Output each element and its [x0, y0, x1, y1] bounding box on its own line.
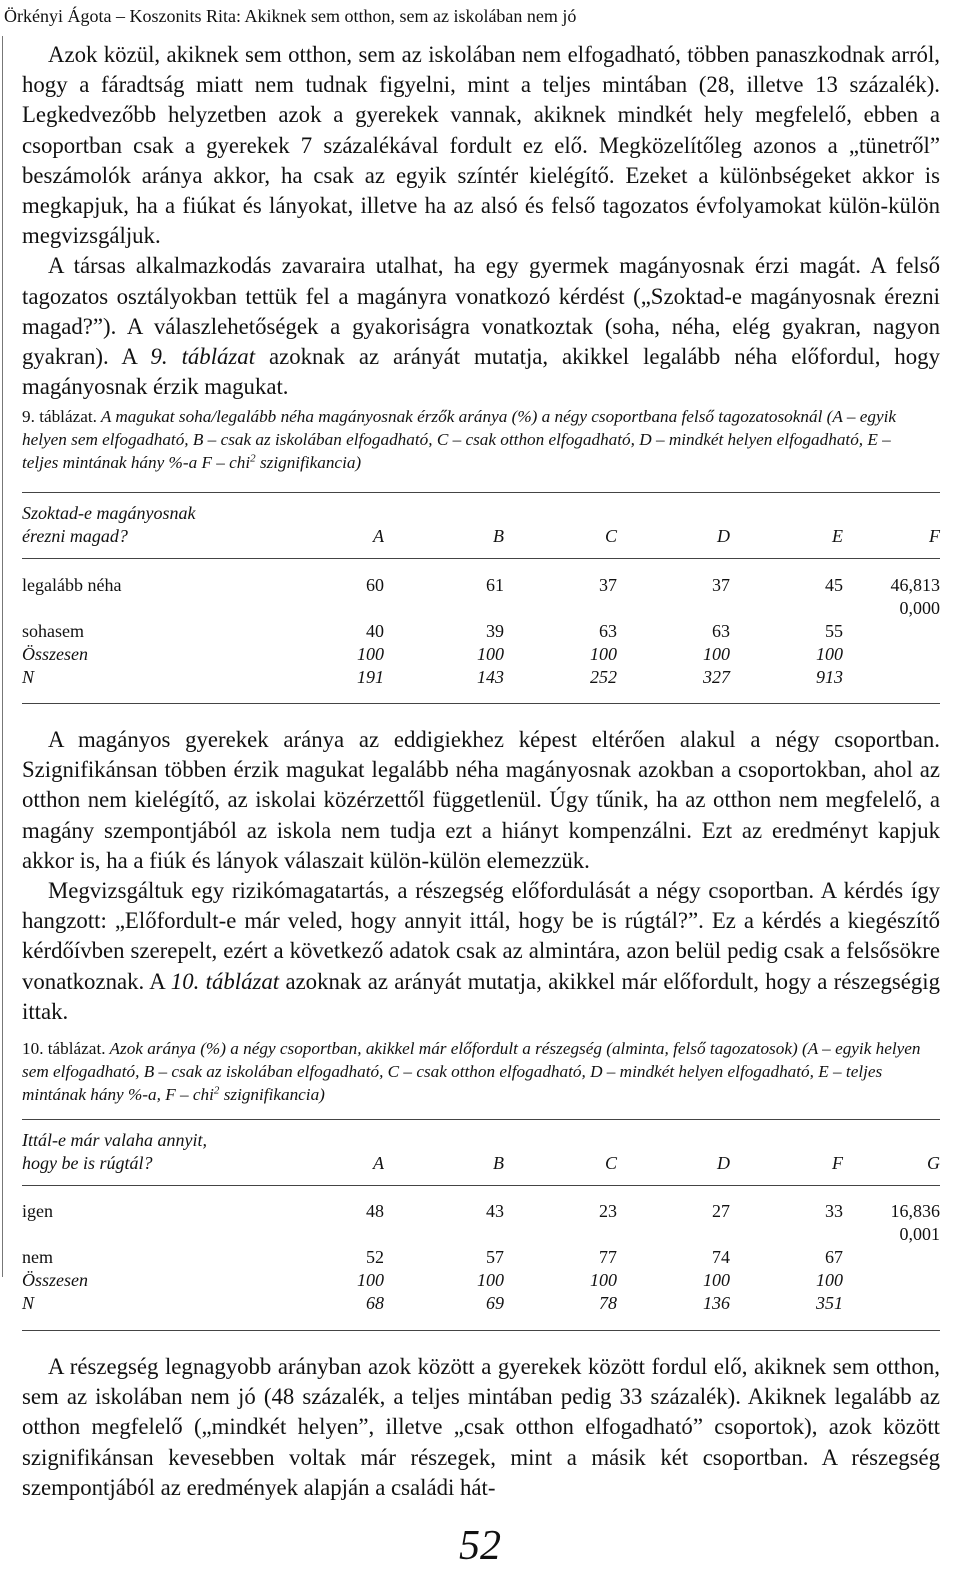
intro-text [22, 40, 940, 402]
table9 [22, 502, 940, 548]
final-paragraph: A részegség legnagyobb arányban azok között a gyerekek között fordul elő, akiknek sem otthon, sem az iskolában nem jó (48 százalék, a teljes mintában pedig 33 százalék). Akiknek legalább az otthon megfelelő („mindkét helyen”, illetve „csak otthon elfogadható” csoportok), azok között szignifikánsan kevesebben voltak már részegek, mint a másik két csoportban. A részegség szempontjából az eredmények alapján a családi hát- [22, 1354, 940, 1500]
table9-caption: 9. táblázat. A magukat soha/legalább néha magányosnak érzők aránya (%) a négy csoportbana felső tagozatosoknál (A – egyik helyen sem elfogadható, B – csak az iskolában elfogadható, C – csak otthon elfogadható, D – mindkét helyen elfogadható, E – teljes mintának hány %-a F – chi$^2$ szignifikancia) [22, 407, 897, 472]
table-row: 0,000 [899, 598, 940, 618]
table-row: N 68 69 78 136 351 [22, 1293, 843, 1313]
table9-col-f: F [929, 526, 940, 546]
table10-header-rule [22, 1185, 940, 1186]
margin-rule [2, 36, 3, 1277]
intro-paragraph-2: A társas alkalmazkodás zavaraira utalhat, ha egy gyermek magányosnak érzi magát. A felső tagozatos osztályokban tettük fel a magányra vonatkozó kérdést („Szoktad-e magányosnak érezni magad?”). A válaszlehetőségek a gyakoriságra vonatkoztak (soha, néha, elég gyakran, nagyon gyakran). A 9. táblázat azoknak az arányát mutatja, akikkel legalább néha előfordul, hogy magányosnak érzik magukat. [22, 253, 940, 400]
running-header: Örkényi Ágota – Koszonits Rita: Akiknek sem otthon, sem az iskolában nem jó [4, 6, 577, 26]
table9-col-a: A [373, 526, 384, 546]
table9-col-b: B [493, 526, 504, 546]
middle-text [22, 725, 940, 1027]
table9-head-label-1: Szoktad-e magányosnak [22, 503, 196, 523]
table10-top-rule [22, 1119, 940, 1120]
middle-paragraph-2: Megvizsgáltuk egy rizikómagatartás, a részegség előfordulását a négy csoportban. A kérdés így hangzott: „Előfordult-e már veled, hogy annyit ittál, hogy be is rúgtál?”. Ez a kérdés a kiegészítő kérdőívben szerepelt, ezért a következő adatok csak az almintára, azon belül pedig csak a felsősökre vonatkoznak. A 10. táblázat azoknak az arányát mutatja, akikkel már előfordult, hogy a részegségig ittak. [22, 878, 940, 1024]
table9-col-e: E [832, 526, 843, 546]
middle-paragraph-1: A magányos gyerekek aránya az eddigiekhez képest eltérően alakul a négy csoportban. Szignifikánsan többen érzik magukat legalább néha magányosnak azokban a csoportokban, ahol az otthon nem kielégítő, az iskolai közérzettől függetlenül. Úgy tűnik, ha az otthon nem megfelelő, a magány szempontjából az iskola nem tudja ezt a hiányt kompenzálni. Ezt az eredményt kapjuk akkor is, ha a fiúk és lányok válaszait külön-külön elemezzük. [22, 727, 940, 873]
final-text [22, 1352, 940, 1503]
table-row: Összesen 100 100 100 100 100 [22, 1270, 843, 1290]
table10-body [22, 1200, 940, 1315]
table-row: 0,001 [899, 1224, 940, 1244]
table10-col-c: C [604, 1153, 617, 1173]
table10-col-d: D [717, 1153, 730, 1173]
table10 [22, 1129, 940, 1175]
table-row: igen 48 43 23 27 33 16,836 [22, 1201, 940, 1221]
table9-col-c: C [604, 526, 617, 546]
table10-col-g: G [927, 1153, 940, 1173]
table-row: N 191 143 252 327 913 [22, 667, 843, 687]
table10-bottom-rule [22, 1330, 940, 1331]
table10-reference: 10. táblázat [170, 968, 280, 994]
table10-caption: 10. táblázat. Azok aránya (%) a négy csoportban, akikkel már előfordult a részegség (alminta, felső tagozatosok) (A – egyik helyen sem elfogadható, B – csak az iskolában elfogadható, C – csak otthon elfogadható, D – mindkét helyen elfogadható, E – teljes mintának hány %-a, F – chi$^2$ szignifikancia) [22, 1039, 921, 1104]
page-number: 52 [459, 1523, 501, 1569]
table10-col-b: B [493, 1153, 504, 1173]
table-row: Összesen 100 100 100 100 100 [22, 644, 843, 664]
table-row: legalább néha 60 61 37 37 45 46,813 [22, 575, 940, 595]
table10-col-f: F [832, 1153, 843, 1173]
intro-paragraph-1: Azok közül, akiknek sem otthon, sem az iskolában nem elfogadható, többen panaszkodnak arról, hogy a fáradtság miatt nem tudnak figyelni, mint a teljes mintában (28, illetve 13 százalék). Legkedvezőbb helyzetben azok a gyerekek vannak, akiknek mindkét hely megfelelő, ebben a csoportban csak a gyerekek 7 százalékával fordult ez elő. Megközelítőleg azonos a „tünetről” beszámolók aránya akkor, ha csak az egyik színtér kielégítő. Ezeket a különbségeket akkor is megkapjuk, ha a fiúkat és lányokat, illetve ha az alsó és felső tagozatos évfolyamokat külön-külön megvizsgáljuk. [22, 42, 940, 249]
table9-top-rule [22, 492, 940, 493]
table9-head-label-2: érezni magad? [22, 526, 128, 546]
table9-reference: 9. táblázat [150, 344, 256, 370]
table9-body [22, 574, 940, 689]
table-row: sohasem 40 39 63 63 55 [22, 621, 843, 641]
table9-bottom-rule [22, 703, 940, 704]
table10-col-a: A [373, 1153, 384, 1173]
table10-head-label-2: hogy be is rúgtál? [22, 1153, 153, 1173]
table9-header-rule [22, 558, 940, 559]
table-row: nem 52 57 77 74 67 [22, 1247, 843, 1267]
table9-col-d: D [717, 526, 730, 546]
table10-head-label-1: Ittál-e már valaha annyit, [22, 1130, 207, 1150]
